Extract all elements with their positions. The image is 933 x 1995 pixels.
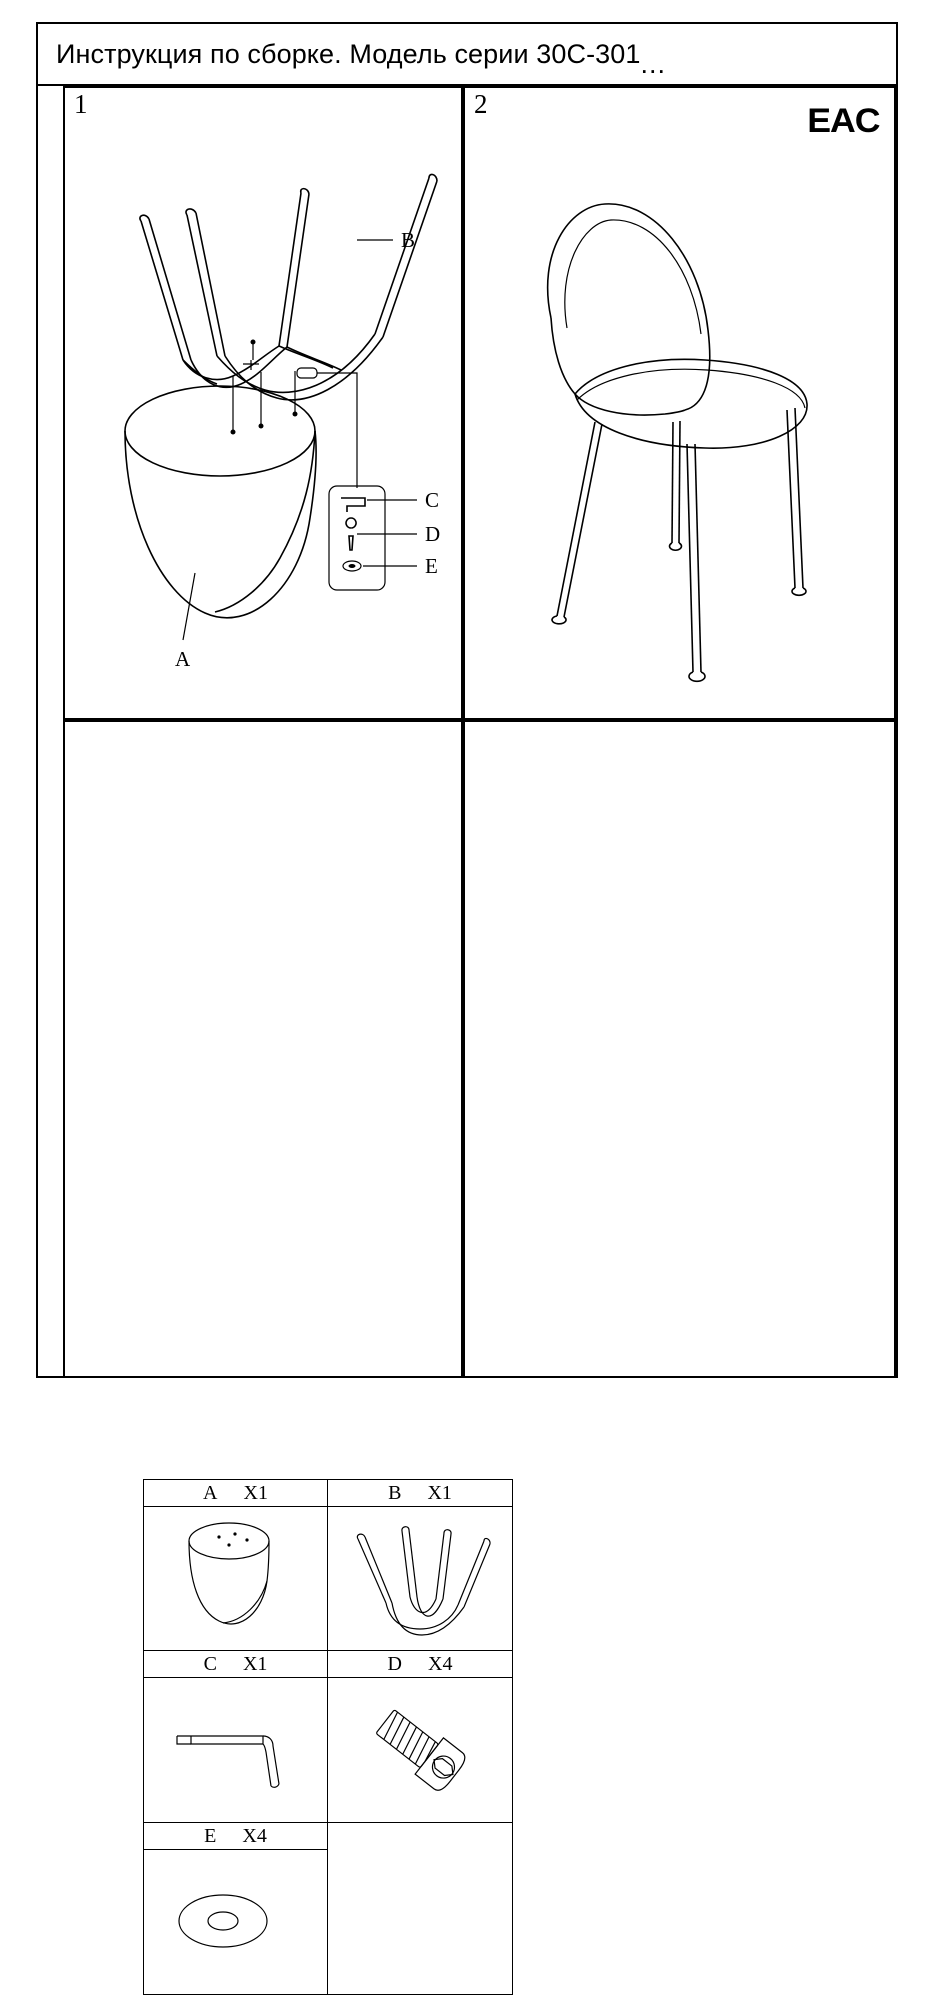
step-2-illustration [465, 88, 894, 718]
panel-assembly-step-1 [63, 86, 463, 720]
panel-empty [463, 720, 896, 1378]
callout-a [175, 573, 195, 671]
part-cell-d [328, 1651, 512, 1822]
washer-icon [161, 1867, 311, 1977]
part-empty-body [328, 1849, 512, 1994]
allen-key-icon [161, 1700, 311, 1800]
part-b-id: B [388, 1482, 402, 1504]
part-d-id: D [387, 1653, 402, 1676]
hardware-detail-box [317, 373, 440, 590]
part-d-header [328, 1651, 512, 1678]
leg-frame-icon [340, 1509, 500, 1649]
callout-a-label: A [175, 647, 191, 671]
part-c-body [144, 1678, 327, 1821]
seat-shell-drawing [125, 386, 316, 618]
callout-b [357, 228, 415, 252]
leg-frame-drawing [140, 174, 437, 399]
part-a-qty: X1 [243, 1482, 268, 1504]
callout-c-label: C [425, 488, 440, 512]
panel-2-number: 2 [474, 89, 488, 119]
panel-assembly-step-2 [463, 86, 896, 720]
parts-table [143, 1479, 513, 1995]
part-a-header [144, 1480, 327, 1507]
part-e-body [144, 1850, 327, 1994]
part-cell-empty [328, 1823, 512, 1994]
page-title: Инструкция по сборке. Модель серии 30С-301 [56, 38, 641, 69]
part-b-header [328, 1480, 512, 1507]
part-d-qty: X4 [428, 1653, 453, 1676]
part-b-qty: X1 [427, 1482, 452, 1504]
eac-certification-mark: EAC [807, 102, 880, 140]
part-c-header [144, 1651, 327, 1678]
callout-e-label: E [425, 554, 438, 578]
title-ellipsis: ... [640, 49, 667, 79]
part-cell-c [144, 1651, 328, 1822]
part-e-header [144, 1823, 327, 1850]
step-1-illustration [65, 88, 461, 718]
part-cell-e [144, 1823, 328, 1994]
part-a-id: A [203, 1482, 218, 1504]
part-cell-a [144, 1480, 328, 1651]
seat-shell-icon [161, 1509, 311, 1649]
part-e-qty: X4 [242, 1824, 267, 1847]
panel-parts-list [63, 720, 463, 1847]
part-c-id: C [203, 1653, 217, 1676]
part-cell-b [328, 1480, 512, 1651]
panel-1-number: 1 [74, 89, 88, 119]
title-bar [38, 24, 896, 86]
assembled-chair-drawing [548, 204, 807, 681]
part-b-body [328, 1507, 512, 1650]
part-e-id: E [204, 1824, 217, 1847]
part-d-body [328, 1678, 512, 1821]
callout-d-label: D [425, 522, 441, 546]
screw-icon [345, 1690, 495, 1810]
callout-b-label: B [401, 228, 416, 252]
part-c-qty: X1 [242, 1653, 268, 1676]
part-a-body [144, 1507, 327, 1650]
